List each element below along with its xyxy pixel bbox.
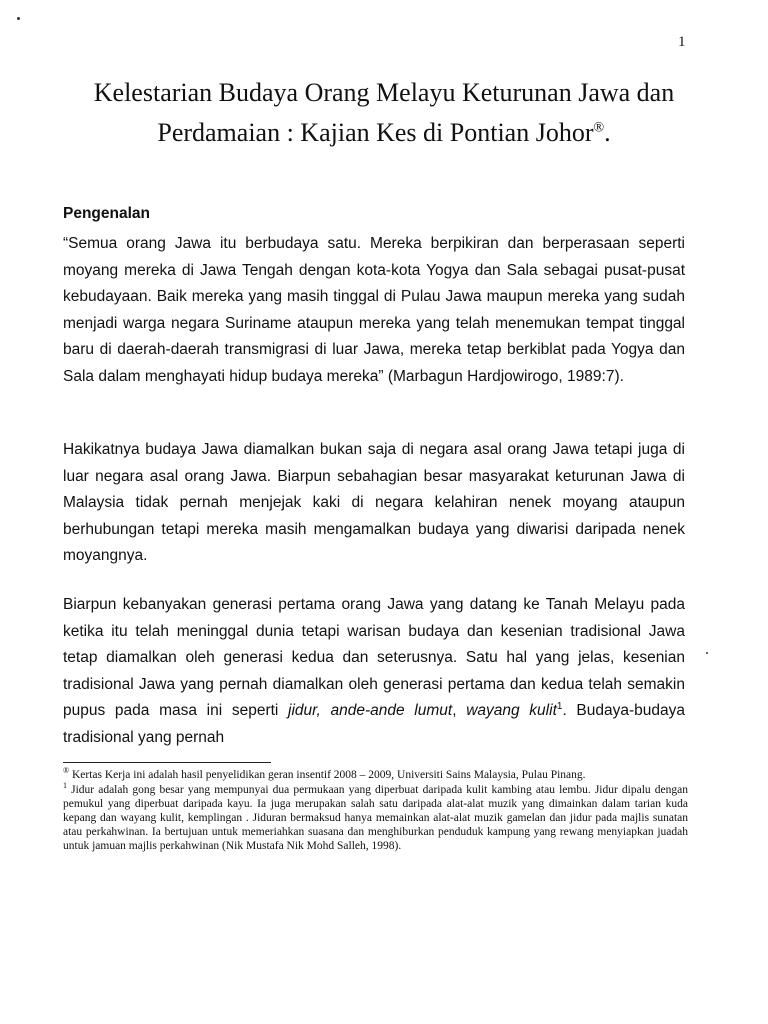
title-end: . xyxy=(604,118,611,147)
term-wayang-kulit: wayang kulit xyxy=(466,702,557,719)
footnote-registered xyxy=(63,768,688,782)
footnotes xyxy=(63,768,688,854)
footnote-1 xyxy=(63,783,688,853)
term-ande-ande-lumut: ande-ande lumut xyxy=(330,702,453,719)
title-line-2: Perdamaian : Kajian Kes di Pontian Johor xyxy=(157,118,594,147)
registered-mark: ® xyxy=(593,120,605,136)
footnote-text: Kertas Kerja ini adalah hasil penyelidikan geran insentif 2008 – 2009, Universiti Sains Malaysia, Pulau Pinang. xyxy=(69,769,586,781)
paragraph-3 xyxy=(63,592,685,751)
footnote-ref-1: 1 xyxy=(556,700,563,712)
footnote-rule xyxy=(63,762,271,763)
page-title xyxy=(60,73,708,153)
term-jidur: jidur, xyxy=(288,702,321,719)
scan-speck xyxy=(706,652,708,654)
paragraph-3-start: Biarpun kebanyakan generasi pertama orang Jawa yang datang ke Tanah Melayu pada ketika itu telah meninggal dunia tetapi warisan budaya dan kesenian tradisional Jawa tetap diamalkan oleh generasi kedua dan seterusnya. Satu hal yang jelas, kesenian tradisional Jawa yang pernah diamalkan oleh generasi pertama dan kedua telah semakin pupus pada masa ini seperti xyxy=(63,596,685,719)
paragraph-3-end: . Budaya-budaya tradisional yang pernah xyxy=(63,702,686,746)
section-heading: Pengenalan xyxy=(63,205,150,222)
footnote-mark: ® xyxy=(63,766,70,776)
footnote-text: Jidur adalah gong besar yang mempunyai dua permukaan yang diperbuat daripada kulit kambing atau lembu. Jidur dipalu dengan pemukul yang diperbuat daripada kayu. Ia juga merupakan salah satu daripada alat-alat muzik yang dimainkan dalam tarian kuda kepang dan wayang kulit, kemplingan . Jiduran bermaksud hanya memainkan alat-alat muzik gamelan dan jidur pada majlis sunatan atau perkahwinan. Ia bertujuan untuk memeriahkan suasana dan menghiburkan penduduk kampung yang rewang menyiapkan juadah untuk jamuan majlis perkahwinan (Nik Mustafa Nik Mohd Salleh, 1998). xyxy=(63,784,688,852)
paragraph-2: Hakikatnya budaya Jawa diamalkan bukan saja di negara asal orang Jawa tetapi juga di luar negara asal orang Jawa. Biarpun sebahagian besar masyarakat keturunan Jawa di Malaysia tidak pernah menjejak kaki di negara kelahiran nenek moyang ataupun berhubungan tetapi mereka masih mengamalkan budaya yang diwarisi daripada nenek moyangnya. xyxy=(63,441,685,564)
scan-speck xyxy=(17,17,20,20)
paragraph-1: “Semua orang Jawa itu berbudaya satu. Mereka berpikiran dan berperasaan seperti moyang mereka di Jawa Tengah dengan kota-kota Yogya dan Sala sebagai pusat-pusat kebudayaan. Baik mereka yang masih tinggal di Pulau Jawa maupun mereka yang sudah menjadi warga negara Suriname ataupun mereka yang telah menemukan tempat tinggal baru di daerah-daerah transmigrasi di luar Jawa, mereka tetap berkiblat pada Yogya dan Sala dalam menghayati hidup budaya mereka” (Marbagun Hardjowirogo, 1989:7). xyxy=(63,235,685,385)
footnote-mark: 1 xyxy=(63,781,67,791)
page-number: 1 xyxy=(678,34,686,50)
title-line-1: Kelestarian Budaya Orang Melayu Keturunan Jawa dan xyxy=(93,78,675,107)
separator: , xyxy=(452,702,467,719)
